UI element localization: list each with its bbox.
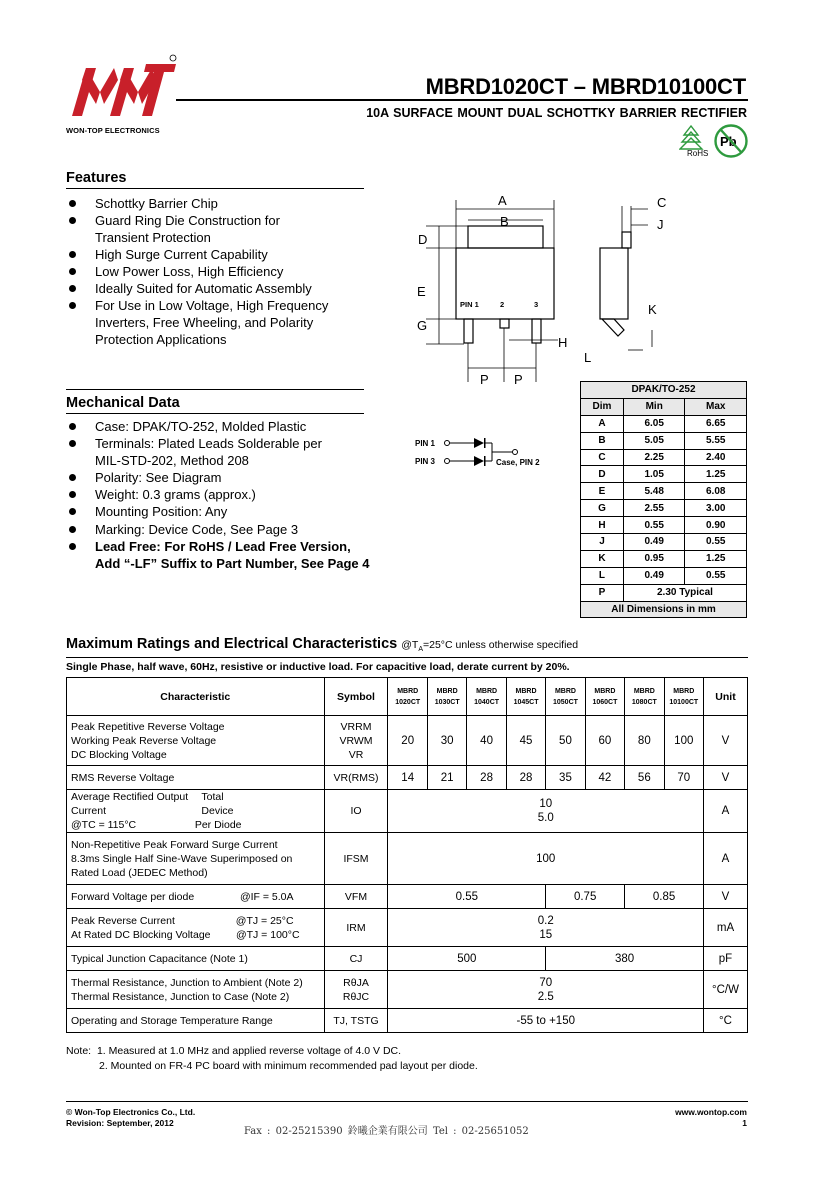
mechanical-list — [66, 418, 406, 572]
list-item: Low Power Loss, High Efficiency — [66, 263, 386, 280]
dim-label-J: J — [657, 217, 664, 232]
fax-tel-line: Fax : 02-25215390 鈴曦企業有限公司 Tel : 02-25651052 — [244, 1126, 529, 1137]
dim-col-header: Dim — [581, 398, 624, 415]
footer-divider — [66, 1101, 748, 1102]
schematic-pin3-label: PIN 3 — [415, 457, 436, 466]
table-row: Peak Reverse Current @TJ = 25°C At Rated DC Blocking Voltage @TJ = 100°C IRM 0.2 15 mA — [67, 909, 748, 947]
list-item: Schottky Barrier Chip — [66, 195, 386, 212]
won-top-logo — [66, 52, 178, 132]
website-link[interactable]: www.wontop.com — [675, 1107, 747, 1117]
package-outline-diagram — [408, 192, 683, 392]
schematic-pin1-label: PIN 1 — [415, 439, 436, 448]
dim-label-G: G — [417, 318, 428, 333]
company-name: WON-TOP ELECTRONICS — [66, 126, 160, 135]
list-item: For Use in Low Voltage, High Frequency Inverters, Free Wheeling, and Polarity Protection Applications — [66, 297, 386, 348]
dim-label-P1: P — [480, 372, 489, 387]
table-row: L 0.49 0.55 — [581, 567, 747, 584]
table-row: Operating and Storage Temperature Range TJ, TSTG -55 to +150 °C — [67, 1009, 748, 1033]
list-item: Weight: 0.3 grams (approx.) — [66, 486, 406, 503]
dim-label-H: H — [558, 335, 568, 350]
lead-free-pb-icon — [713, 123, 749, 159]
list-item: Mounting Position: Any — [66, 503, 406, 520]
features-heading: Features — [66, 170, 127, 186]
dim-col-header: Min — [623, 398, 685, 415]
list-item: Guard Ring Die Construction for Transient Protection — [66, 212, 386, 246]
ratings-heading: Maximum Ratings and Electrical Characteristics $@T_A=25^\circ C$ unless otherwise specified — [66, 636, 579, 654]
dim-label-A: A — [498, 193, 507, 208]
dim-col-header: Max — [685, 398, 747, 415]
rohs-icon — [679, 124, 711, 158]
dim-table-title: DPAK/TO-252 — [581, 382, 747, 399]
features-list — [66, 195, 386, 348]
list-item: Lead Free: For RoHS / Lead Free Version, Add “-LF” Suffix to Part Number, See Page 4 — [66, 538, 406, 572]
dim-label-E: E — [417, 284, 426, 299]
dim-table-footer: All Dimensions in mm — [581, 601, 747, 618]
table-header-row: Characteristic Symbol MBRD 1020CT MBRD 1030CT MBRD 1040CT MBRD 1045CT MBRD 1050CT MBRD 1060CT MBRD 1080CT MBRD 10100CT Unit — [67, 678, 748, 716]
ratings-divider — [66, 657, 748, 658]
footer-right — [675, 1107, 747, 1129]
dim-label-P2: P — [514, 372, 523, 387]
list-item: High Surge Current Capability — [66, 246, 386, 263]
table-row: Forward Voltage per diode @IF = 5.0A VFM 0.55 0.75 0.85 V — [67, 885, 748, 909]
ratings-table — [66, 677, 748, 1033]
list-item: Case: DPAK/TO-252, Molded Plastic — [66, 418, 406, 435]
table-row: Thermal Resistance, Junction to Ambient (Note 2) Thermal Resistance, Junction to Case (Note 2) RθJA RθJC 70 2.5 °C/W — [67, 971, 748, 1009]
pb-label: Pb — [720, 134, 737, 149]
table-row: Peak Repetitive Reverse Voltage Working Peak Reverse Voltage DC Blocking Voltage VRRM VRWM VR 20 30 40 45 50 60 80 100 V — [67, 716, 748, 766]
table-row: B 5.05 5.55 — [581, 432, 747, 449]
page-title: MBRD1020CT – MBRD10100CT — [425, 74, 746, 99]
list-item: Marking: Device Code, See Page 3 — [66, 521, 406, 538]
footer-left: © Won-Top Electronics Co., Ltd. Revision: September, 2012 — [66, 1107, 196, 1128]
dimensions-table — [580, 381, 747, 618]
pin-label-1: PIN 1 — [460, 300, 479, 309]
pin-label-3: 3 — [534, 300, 539, 309]
rohs-label: RoHS — [687, 149, 709, 158]
mechanical-divider — [66, 413, 364, 414]
dim-label-D: D — [418, 232, 428, 247]
mechanical-heading: Mechanical Data — [66, 395, 180, 411]
table-row: C 2.25 2.40 — [581, 449, 747, 466]
list-item: Ideally Suited for Automatic Assembly — [66, 280, 386, 297]
dim-label-L: L — [584, 350, 592, 365]
schematic-case-label: Case, PIN 2 — [496, 458, 540, 467]
table-row: A 6.05 6.65 — [581, 415, 747, 432]
table-row: G 2.55 3.00 — [581, 500, 747, 517]
table-row: H 0.55 0.90 — [581, 517, 747, 534]
features-divider — [66, 188, 364, 189]
table-row: Non-Repetitive Peak Forward Surge Current 8.3ms Single Half Sine-Wave Superimposed on Rated Load (JEDEC Method) IFSM 100 A — [67, 833, 748, 885]
dim-label-C: C — [657, 195, 667, 210]
dim-label-B: B — [500, 214, 509, 229]
table-row: P 2.30 Typical — [581, 584, 747, 601]
page-subtitle: 10A SURFACE MOUNT DUAL SCHOTTKY BARRIER RECTIFIER — [366, 106, 747, 120]
pin-label-2: 2 — [500, 300, 505, 309]
list-item: Terminals: Plated Leads Solderable per MIL-STD-202, Method 208 — [66, 435, 406, 469]
ratings-condition: $@T_A=25^\circ C$ unless otherwise specified — [401, 639, 579, 654]
table-row: RMS Reverse Voltage VR(RMS) 14 21 28 28 35 42 56 70 V — [67, 766, 748, 790]
page-number: 1 — [742, 1118, 747, 1128]
table-row: K 0.95 1.25 — [581, 550, 747, 567]
pin-schematic-diagram — [412, 432, 562, 477]
dim-label-K: K — [648, 302, 657, 317]
notes: Note: 1. Measured at 1.0 MHz and applied reverse voltage of 4.0 V DC. 2. Mounted on FR-4 PC board with minimum recommended pad layout per diode. — [66, 1045, 478, 1072]
table-row: E 5.48 6.08 — [581, 483, 747, 500]
table-row: Average Rectified Output Current Total Device @TC = 115°C Per Diode IO 10 5.0 A — [67, 790, 748, 833]
table-row: Typical Junction Capacitance (Note 1) CJ 500 380 pF — [67, 947, 748, 971]
ratings-note: Single Phase, half wave, 60Hz, resistive or inductive load. For capacitive load, derate current by 20%. — [66, 661, 570, 673]
table-row: J 0.49 0.55 — [581, 534, 747, 551]
table-row: D 1.05 1.25 — [581, 466, 747, 483]
mechanical-top-divider — [66, 389, 364, 390]
title-divider — [176, 99, 748, 101]
list-item: Polarity: See Diagram — [66, 469, 406, 486]
